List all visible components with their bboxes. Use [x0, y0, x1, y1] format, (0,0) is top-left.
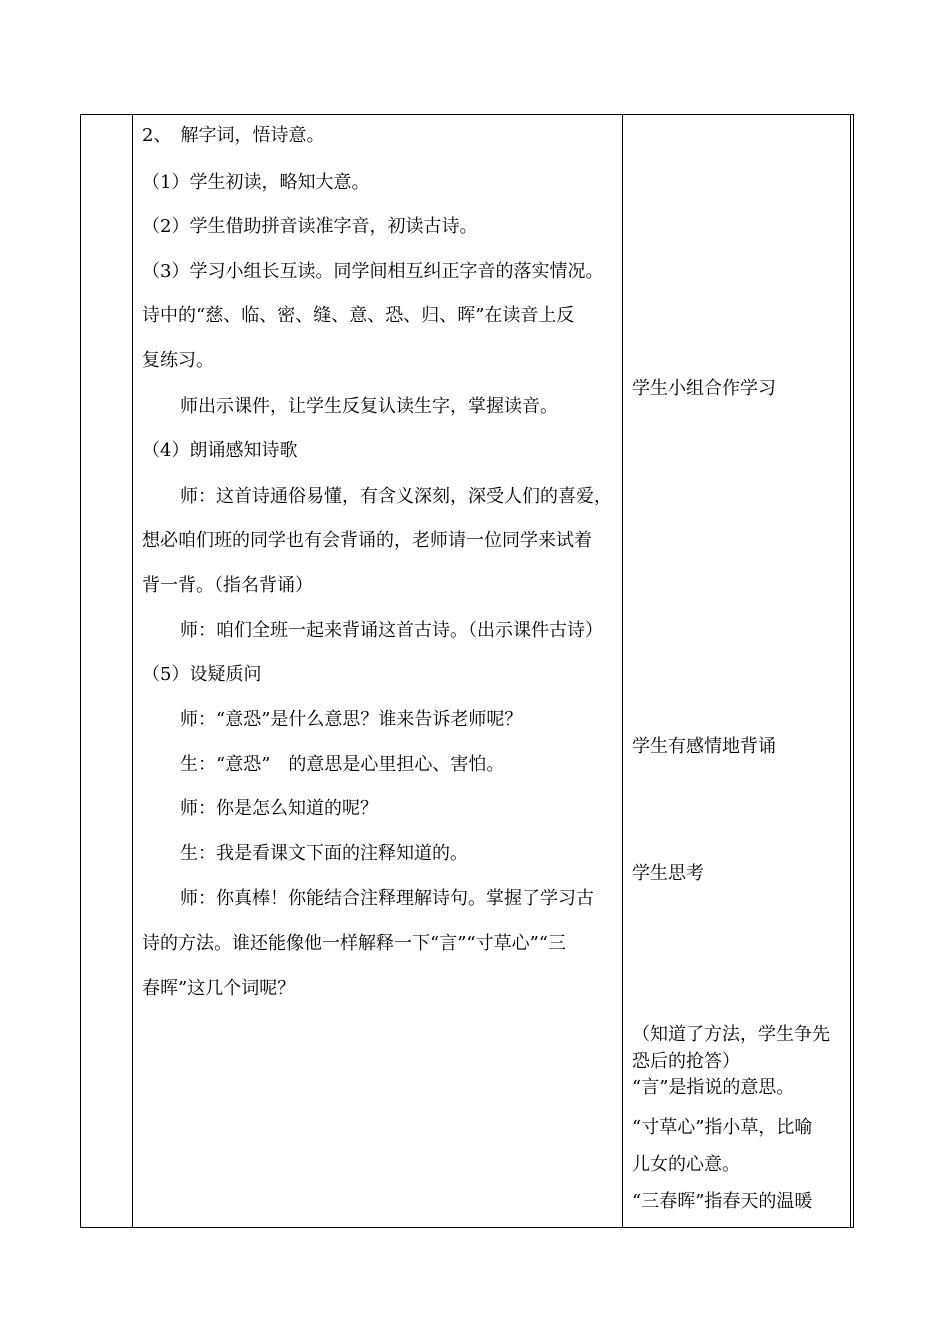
main-line: 背一背。（指名背诵） — [142, 575, 313, 596]
main-line: 诗的方法。谁还能像他一样解释一下“言”“寸草心”“三 — [142, 933, 567, 954]
main-line: （1）学生初读，略知大意。 — [142, 172, 370, 193]
main-line: 师：“意恐”是什么意思？谁来告诉老师呢？ — [180, 709, 523, 730]
main-line: 师：你是怎么知道的呢？ — [180, 798, 378, 819]
main-line: 师：你真棒！你能结合注释理解诗句。掌握了学习古 — [180, 888, 594, 909]
main-line: 复练习。 — [142, 350, 214, 371]
main-line: （4）朗诵感知诗歌 — [142, 440, 298, 461]
column-divider-2 — [622, 114, 623, 1228]
side-line: 恐后的抢答） — [632, 1051, 740, 1072]
main-line: 师：咱们全班一起来背诵这首古诗。（出示课件古诗） — [180, 620, 603, 641]
side-line: （知道了方法，学生争先 — [632, 1024, 830, 1045]
main-line: 师出示课件，让学生反复认读生字，掌握读音。 — [180, 396, 558, 417]
side-line: 学生思考 — [632, 863, 704, 884]
main-line: （2）学生借助拼音读准字音，初读古诗。 — [142, 216, 478, 237]
main-line: 师：这首诗通俗易懂，有含义深刻，深受人们的喜爱， — [180, 486, 612, 507]
table-right-border-inner — [850, 114, 851, 1228]
main-line: 想必咱们班的同学也有会背诵的，老师请一位同学来试着 — [142, 530, 592, 551]
main-line: （5）设疑质问 — [142, 664, 262, 685]
main-line: 诗中的“慈、临、密、缝、意、恐、归、晖”在读音上反 — [142, 305, 575, 326]
side-line: 儿女的心意。 — [632, 1154, 740, 1175]
column-divider-1 — [132, 114, 133, 1228]
table-right-border-outer — [853, 114, 854, 1228]
side-line: “言”是指说的意思。 — [632, 1077, 795, 1098]
table-top-border — [80, 114, 854, 115]
main-line: 2、 解字词，悟诗意。 — [142, 125, 325, 146]
side-line: “三春晖”指春天的温暖 — [632, 1191, 813, 1212]
table-bottom-border — [80, 1227, 854, 1228]
side-line: “寸草心”指小草，比喻 — [632, 1117, 813, 1138]
main-line: 生：我是看课文下面的注释知道的。 — [180, 843, 468, 864]
main-line: 生：“意恐” 的意思是心里担心、害怕。 — [180, 754, 505, 775]
main-line: （3）学习小组长互读。同学间相互纠正字音的落实情况。 — [142, 261, 604, 282]
side-line: 学生有感情地背诵 — [632, 736, 776, 757]
table-left-border — [80, 114, 81, 1228]
side-line: 学生小组合作学习 — [632, 378, 776, 399]
main-line: 春晖”这几个词呢？ — [142, 978, 296, 999]
